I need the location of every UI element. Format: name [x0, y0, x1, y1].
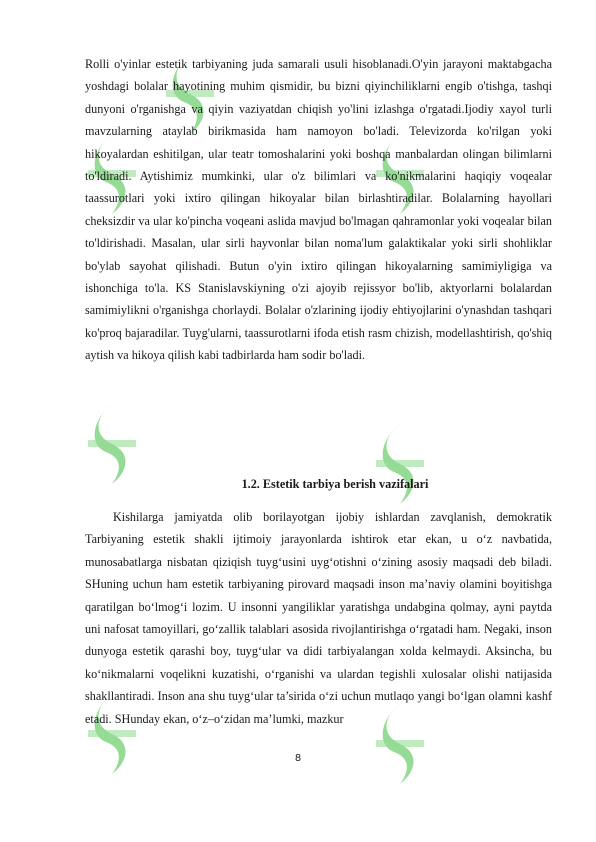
- section-heading: 1.2. Estetik tarbiya berish vazifalari: [241, 477, 429, 491]
- watermark-logo-icon: [370, 420, 430, 508]
- page-number: 8: [294, 753, 302, 764]
- body-paragraph: Kishilarga jamiyatda olib borilayotgan ijobiy ishlardan zavqlanish, demokratik Tarbiyaning estetik shakli ijtimoiy jarayonlarda ishtirok etar ekan, u o‘z navbatida, munosabatlarga nisbatan qiziqish tuyg‘usini uyg‘otishni o‘zining asosiy maqsadi deb biladi. SHuning uchun ham estetik tarbiyaning pirovard maqsadi inson ma’naviy olamini boyitishga qaratilgan bo‘lmog‘i lozim. U insonni yangiliklar yaratishga undabgina qolmay, ayni paytda uni nafosat tamoyillari, go‘zallik talablari asosida rivojlantirishga o‘rgatadi ham. Negaki, inson dunyoga estetik qarashi boy, tuyg‘ular va didi tarbiyalangan xolda kelmaydi. Aksincha, bu ko‘nikmalarni voqelikni kuzatishi, o‘rganishi va ulardan tegishli xulosalar olishi natijasida shakllantiradi. Inson ana shu tuyg‘ular ta’sirida o‘zi uchun mutlaqo yangi bo‘lgan olamni kashf etadi. SHunday ekan, o‘z–o‘zidan ma’lumki, mazkur: [85, 510, 552, 726]
- body-paragraph: Rolli o'yinlar estetik tarbiyaning juda samarali usuli hisoblanadi.O'yin jarayoni maktabgacha yoshdagi bolalar hayotining muhim qismidir, bu bizni qiyinchiliklarni engib o'tishga, tashqi dunyoni o'rganishga va qiyin vaziyatdan chiqish yo'lini izlashga o'rgatadi.Ijodiy xayol turli mavzularning ataylab birikmasida ham namoyon bo'ladi. Televizorda ko'rilgan yoki hikoyalardan eshitilgan, ular teatr tomoshalarini yoki boshqa manbalardan olingan bilimlarni to'ldiradi. Aytishimiz mumkinki, ular o'z bilimlari va ko'nikmalarini haqiqiy voqealar taassurotlari yoki ixtiro qilingan hikoyalar bilan birlashtiradilar. Bolalarning hayollari cheksizdir va ular ko'pincha voqeani aslida mavjud bo'lmagan qahramonlar yoki voqealar bilan to'ldirishadi. Masalan, ular sirli hayvonlar bilan noma'lum galaktikalar yoki sirli shohliklar bo'ylab sayohat qilishadi. Butun o'yin ixtiro qilingan hikoyalarning samimiyligiga va ishonchiga to'la. KS Stanislavskiyning o'zi ajoyib rejissyor bo'lib, aktyorlarni bolalardan samimiylikni o'rganishga chorlaydi. Bolalar o'zlarining ijodiy ehtiyojlarini o'ynashdan tashqari ko'proq bajaradilar. Tuyg'ularni, taassurotlarni ifoda etish rasm chizish, modellashtirish, qo'shiq aytish va hikoya qilish kabi tadbirlarda ham sodir bo'ladi.: [85, 57, 552, 363]
